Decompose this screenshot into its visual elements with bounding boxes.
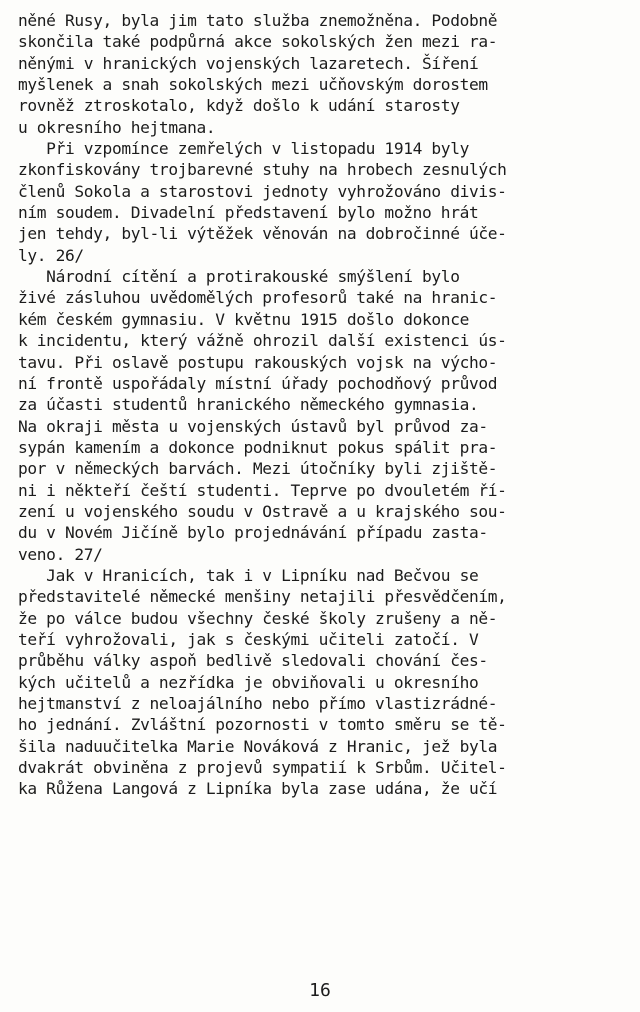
text-line: šila naduučitelka Marie Nováková z Hranic, jež byla [18, 736, 498, 756]
page-number: 16 [309, 980, 331, 1001]
text-line: zkonfiskovány trojbarevné stuhy na hrobech zesnulých [18, 160, 507, 180]
text-line: k incidentu, který vážně ohrozil další existenci ús- [18, 331, 507, 351]
text-line: teří vyhrožovali, jak s českými učiteli zatočí. V [18, 629, 479, 649]
text-line: že po válce budou všechny české školy zrušeny a ně- [18, 608, 498, 628]
text-line: Na okraji města u vojenských ústavů byl průvod za- [18, 416, 488, 436]
text-line: du v Novém Jičíně bylo projednávání případu zasta- [18, 523, 488, 543]
text-line: Jak v Hranicích, tak i v Lipníku nad Bečvou se [18, 565, 479, 585]
text-line: kých učitelů a nezřídka je obviňovali u okresního [18, 672, 479, 692]
text-line: ho jednání. Zvláštní pozornosti v tomto směru se tě- [18, 715, 507, 735]
text-line: rovněž ztroskotalo, když došlo k udání starosty [18, 96, 460, 116]
text-line: něnými v hranických vojenských lazaretech. Šíření [18, 53, 479, 73]
text-line: ním soudem. Divadelní představení bylo možno hrát [18, 203, 479, 223]
text-line: ni i někteří čeští studenti. Teprve po dvouletém ří- [18, 480, 507, 500]
text-line: zení u vojenského soudu v Ostravě a u krajského sou- [18, 501, 507, 521]
text-line: průběhu války aspoň bedlivě sledovali chování čes- [18, 651, 488, 671]
text-line: představitelé německé menšiny netajili přesvědčením, [18, 587, 507, 607]
text-line: dvakrát obviněna z projevů sympatií k Srbům. Učitel- [18, 758, 507, 778]
text-line: ka Růžena Langová z Lipníka byla zase udána, že učí [18, 779, 498, 799]
text-line: Národní cítění a protirakouské smýšlení bylo [18, 267, 460, 287]
text-line: členů Sokola a starostovi jednoty vyhrožováno divis- [18, 181, 507, 201]
text-line: jen tehdy, byl-li výtěžek věnován na dobročinné úče- [18, 224, 507, 244]
text-line: u okresního hejtmana. [18, 117, 216, 137]
text-line: myšlenek a snah sokolských mezi učňovským dorostem [18, 75, 488, 95]
text-line: tavu. Při oslavě postupu rakouských vojsk na výcho- [18, 352, 498, 372]
text-line: por v německých barvách. Mezi útočníky byli zjiště- [18, 459, 498, 479]
text-line: sypán kamením a dokonce podniknut pokus spálit pra- [18, 437, 498, 457]
text-line: skončila také podpůrná akce sokolských žen mezi ra- [18, 32, 498, 52]
text-line: ly. 26/ [18, 245, 84, 265]
text-line: hejtmanství z neloajálního nebo přímo vlastizrádné- [18, 694, 498, 713]
text-line: ní frontě uspořádaly místní úřady pochodňový průvod [18, 373, 498, 393]
text-line: za účasti studentů hranického německého gymnasia. [18, 395, 479, 415]
text-line: živé zásluhou uvědomělých profesorů také na hranic- [18, 288, 498, 308]
text-line: něné Rusy, byla jim tato služba znemožněna. Podobně [18, 11, 498, 30]
text-line: kém českém gymnasiu. V květnu 1915 došlo dokonce [18, 309, 469, 329]
text-line: Při vzpomínce zemřelých v listopadu 1914 byly [18, 139, 469, 159]
text-line: veno. 27/ [18, 544, 103, 564]
body-text [18, 10, 630, 800]
